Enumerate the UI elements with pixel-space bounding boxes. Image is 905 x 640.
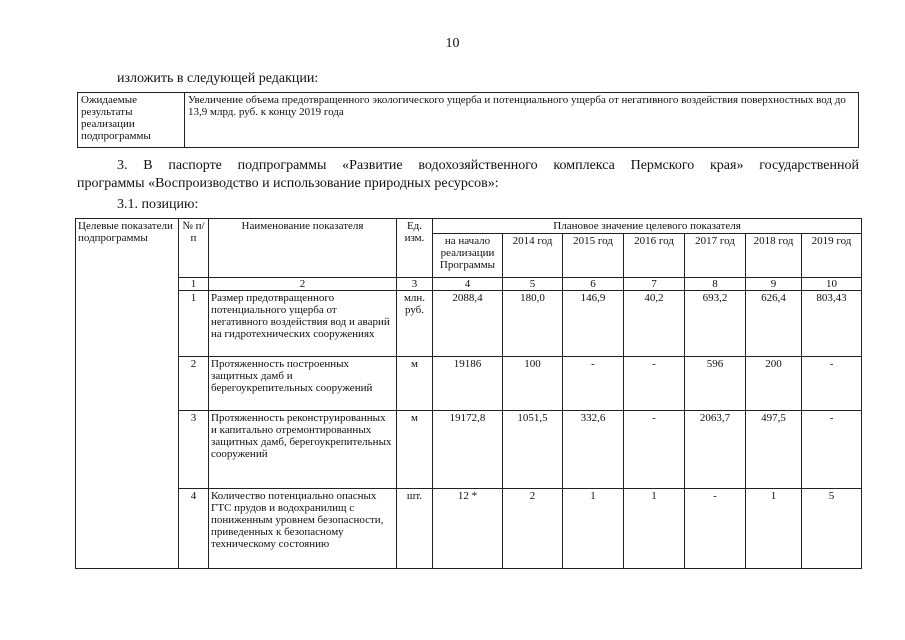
- row-num: 4: [179, 489, 209, 569]
- col-number: 8: [685, 278, 746, 291]
- col-number: 5: [503, 278, 563, 291]
- col-number: 7: [624, 278, 685, 291]
- targets-label: Целевые показатели подпрограммы: [76, 219, 179, 569]
- row-unit: млн. руб.: [397, 291, 433, 357]
- row-value: -: [802, 357, 862, 411]
- row-value: -: [802, 411, 862, 489]
- row-value: 19186: [433, 357, 503, 411]
- row-value: 1: [746, 489, 802, 569]
- row-value: 803,43: [802, 291, 862, 357]
- row-value: 5: [802, 489, 862, 569]
- num-header: № п/п: [179, 219, 209, 278]
- indicators-table: [75, 218, 862, 569]
- col-number: 1: [179, 278, 209, 291]
- row-name: Протяженность реконструированных и капитально отремонтированных защитных дамб, берегоукрепительных сооружений: [209, 411, 397, 489]
- row-value: -: [624, 357, 685, 411]
- row-name: Количество потенциально опасных ГТС прудов и водохранилищ с пониженным уровнем безопасности, приведенных к безопасному техническому состоянию: [209, 489, 397, 569]
- col-number: 3: [397, 278, 433, 291]
- plan-header: Плановое значение целевого показателя: [433, 219, 862, 234]
- table-row: [76, 357, 862, 411]
- row-value: 2088,4: [433, 291, 503, 357]
- col-number: 4: [433, 278, 503, 291]
- page-number: 10: [445, 36, 460, 51]
- row-unit: м: [397, 357, 433, 411]
- results-text: Увеличение объема предотвращенного экологического ущерба и потенциального ущерба от негативного воздействия поверхностных вод до 13,9 млрд. руб. к концу 2019 года: [185, 93, 859, 148]
- row-value: 40,2: [624, 291, 685, 357]
- row-value: 19172,8: [433, 411, 503, 489]
- row-value: 1: [624, 489, 685, 569]
- row-value: -: [685, 489, 746, 569]
- row-value: 596: [685, 357, 746, 411]
- row-name: Размер предотвращенного потенциального ущерба от негативного воздействия вод и аварий на гидротехнических сооружениях: [209, 291, 397, 357]
- table-row: [76, 411, 862, 489]
- col-number: 2: [209, 278, 397, 291]
- col-number: 6: [563, 278, 624, 291]
- row-value: 332,6: [563, 411, 624, 489]
- row-unit: м: [397, 411, 433, 489]
- row-value: 2: [503, 489, 563, 569]
- results-table: [77, 92, 859, 148]
- row-num: 1: [179, 291, 209, 357]
- year-header: 2019 год: [802, 234, 862, 278]
- col-number: 9: [746, 278, 802, 291]
- results-label: Ожидаемые результаты реализации подпрограммы: [78, 93, 185, 148]
- row-name: Протяженность построенных защитных дамб и берегоукрепительных сооружений: [209, 357, 397, 411]
- row-value: 1051,5: [503, 411, 563, 489]
- year-header: 2018 год: [746, 234, 802, 278]
- row-value: 497,5: [746, 411, 802, 489]
- year-header: 2015 год: [563, 234, 624, 278]
- row-value: -: [624, 411, 685, 489]
- year-header: 2017 год: [685, 234, 746, 278]
- year-header: 2016 год: [624, 234, 685, 278]
- row-num: 2: [179, 357, 209, 411]
- year-header: на начало реализации Программы: [433, 234, 503, 278]
- row-unit: шт.: [397, 489, 433, 569]
- row-value: 626,4: [746, 291, 802, 357]
- row-value: 2063,7: [685, 411, 746, 489]
- row-value: 693,2: [685, 291, 746, 357]
- item31-text: 3.1. позицию:: [117, 197, 199, 212]
- row-value: 12 *: [433, 489, 503, 569]
- row-value: 1: [563, 489, 624, 569]
- intro-text: изложить в следующей редакции:: [117, 71, 319, 86]
- row-num: 3: [179, 411, 209, 489]
- name-header: Наименование показателя: [209, 219, 397, 278]
- year-header: 2014 год: [503, 234, 563, 278]
- unit-header: Ед. изм.: [397, 219, 433, 278]
- row-value: 146,9: [563, 291, 624, 357]
- row-value: 100: [503, 357, 563, 411]
- item3-line1: 3. В паспорте подпрограммы «Развитие водохозяйственного комплекса Пермского края» государственной: [117, 158, 859, 173]
- row-value: 200: [746, 357, 802, 411]
- table-row: [76, 489, 862, 569]
- item3-line2: программы «Воспроизводство и использование природных ресурсов»:: [77, 176, 499, 191]
- row-value: 180,0: [503, 291, 563, 357]
- row-value: -: [563, 357, 624, 411]
- table-row: [76, 291, 862, 357]
- col-number: 10: [802, 278, 862, 291]
